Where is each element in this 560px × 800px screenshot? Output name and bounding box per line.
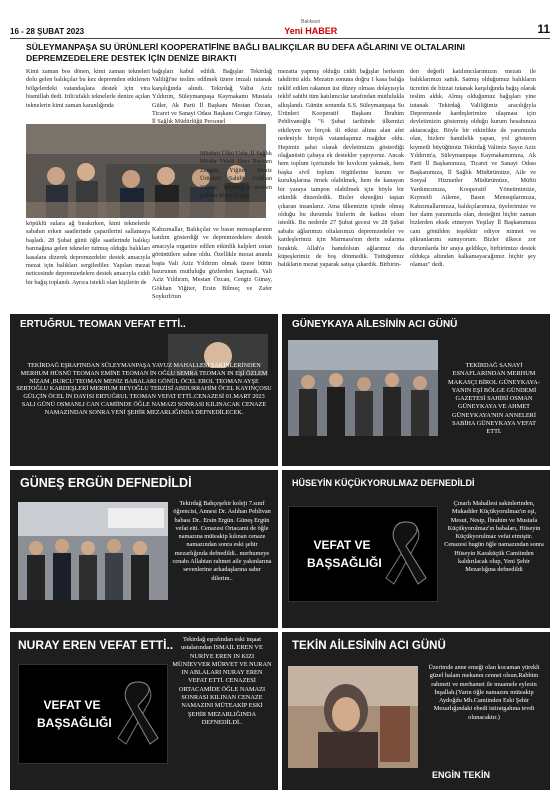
header-divider [10,38,550,39]
logo-text: Yeni HABER [284,26,338,36]
obituary-tekin-family [282,632,550,790]
obituary-nuray-eren [10,632,278,790]
obituary-photo-crowd [288,340,438,436]
article-col1-bottom: köpüklü sulara ağ bırakırken, kimi teknelerde sabahın erken saatlerinde çaparilerini sallamaya başladı. 28 Şubat günü öğle saatlerinde balıkçı barınağına gelen tekneler tutmuş olduğu balıkları kasalara dizerek depremzedeler destek amacıyla mezat için balıkları sergilediler. Yapılan mezat neticesinde depremzedelere destek amacıyla ciddi bir bağış toplandı. Ayrıca istekli olan kişilerin de [26,220,150,286]
article-col2-inset: Müdürü Ülkü Uslu, İl Sağlık Müdür Vekili Hacı Bayram Zengin, Yiğiter Deniz Ürünleri Sahibi Gökhan Yiğiter, Tekirdağ'ın sevilen şadamı Reşat Koşar, [200,150,272,200]
obituary-text: Tekirdağ eşrafından eski inşaat ustalarından İSMAİL EREN VE NURİYE EREN IN KIZI MÜNİEVVER MÜRVET VE NURAN IN ABLALARI NURAY EREN VEFAT ETTİ. CENAZESİ ORTACAMİDE ÖĞLE NAMAZI SONRASI KILINAN CENAZE NAMAZINI MÜTEAKİP ESKİ ŞEHİR MEZARLIĞINDA DEFNEDİLDİ.. [172,636,272,726]
article-col2-top: bağışları kabul edildi. Bağışlar Tekirdağ Valiliği'ne teslim edilmek üzere imzalı tutanak karşılığında alındı. Tekirdağ Valisi Aziz Yıldırım, Süleymanpaşa Kaymakamı Mustafa Güler, Ak Parti İl Başkanı Mestan Özcan, Ticaret ve Sanayi Odası Başkanı Cengiz Günay, İl Sağlık Müdürlüğü Personel [152,68,272,124]
page-header [10,10,550,36]
obituary-signature: ENGİN TEKİN [432,770,491,780]
obituary-text: Tekirdağ Bahçeşehir koleji 7.sınıf öğrencisi, Annesi Dr. Aslıhan Pehlivan babası Dr.. Ersin Ergün. Güneş Ergün vefat etti. Cenazesi Ortacami de öğle namazına müteakip kılınan cenaze namazından sonra eski şehir mezarlığında defnedildi.. merhumeye cenabı Allahtan rahmet aile yakınlarına sevenlerine arkadaşlarına sabır dilerim.. [172,500,272,582]
obituary-title: ERTUĞRUL TEOMAN VEFAT ETTİ.. [20,319,186,330]
obituary-text: Çınarlı Mahallesi sakinlerinden, Mukadder Küçükyorulmaz'ın eşi, Mesut, Nesip, İbrahim ve Mustafa Küçükyorulmaz'ın babaları, Hüseyin Küçükyorulmaz vefat etmiştir. Cenazesi bugün öğle namazından sonra Hüseyin Karaküçük Camiinden kaldırılacak olup, Yeni Şehir Mezarlığına defnedildi [444,500,544,574]
article-col3: mezatta yapmış olduğu ciddi bağışlar herkesin takdirini aldı. Mezatın sonuna doğru 1 kasa balığa teklif edilen rakamın üst düzey olması dolayısıyla teklif sahibi tüm katılımcılar tarafından mutlulukla alkışlandı. Günün sonunda S.S. Süleymanpaşa Su Ürünleri Kooperatif Başkanı İbrahim Pehlivanoğlu "6 Şubat tarihinde ülkemizi etkileyen ve birçok ili etkisi altına alan afet nedeniyle birçok vatandaşımız mağdur oldu. Hepimiz şahsi olarak devletimizin gösterdiği olağanüstü çabaya ek destekler yapıyoruz. Ancak hem toplum içerisinde bir kıvılcım yakmak, hem başka sivil toplum örgütlerine kurum ve kuruluşlarına örnek olabilmek, hem de kanayan bir yaraya tampon olabilmek için böyle bir etkinlik düzenledik. Bizler ekmeğini taştan çıkaran insanlarız. Ama ülkemizin içinde olmuş olduğu bu durumda bizlerin de katkısı olsun istedik. Bu nedenle 27 Şubat gecesi ve 28 Şubat sabahı ağlarımızı oltalarımızı depremzedeler ve kardeşlerimiz için Marmara'nın derin sularına bıraktık. Allah'a hamdolsun ağlarımız da küpeşlerimiz de boş dönmedik. Tuttuğumuz balıkların mezat yaparak satışa çıkardık. Birbirin- [278,68,404,269]
black-ribbon-icon [114,678,162,748]
obituary-photo-woman [288,666,418,768]
obituary-title: HÜSEYİN KÜÇÜKYORULMAZ DEFNEDİLDİ [292,478,475,488]
obituary-text: TEKİRDAĞ EŞRAFINDAN SÜLEYMANPAŞA YAVUZ MAHALLESİ SAKİNLERİNDEN MERHUM HÜSNÜ TEOMAN EMİNE TEOMAN İN OĞLU SEMRA TEOMAN IN EŞİ ÖZLEM NİZAM ,BURCU TEOMAN MENİZ BABALARI GÖNÜL ÖCEL EROL TEOMAN AYŞE SERTOĞLU KARDEŞLERİ MERHUM BEYOĞLU TERZİSİ ABDURRAHİM ÖCEL KAYINÇOSU GÜLÇİN ÖCEL İN DAYISI ERTUĞRUL TEOMAN VEFAT ETTİ..CENAZESİ 01.MART 2023 SALI GÜNÜ OSMANLI CAN CAMİİNDE ÖĞLE NAMAZI SONRASI KILINACAK CENAZE NAMAZINDAN SONRA YENİ ŞEHİR MEZARLIĞINDA DEFNEDİLECEK. [16,362,272,416]
obituary-guneykaya [282,314,550,466]
black-ribbon-icon [382,518,430,588]
condolence-text: VEFAT VE BAŞSAĞLIĞI [307,538,382,570]
obituary-text: TEKİRDAĞ SANAYİ ESNAFLARINDAN MERHUM MAKASÇI BİROL GÜNEYKAYA-YANIN EŞİ BÖLGE GÜNDEMİ GAZETESİ SAHİBİ OSMAN GÜNEYKAYA VE AHMET GÜNEYKAYA'NIN ANNELERİ SABİHA GÜNEYKAYA VEFAT ETTİ. [448,362,540,436]
obituary-title: NURAY EREN VEFAT ETTİ.. [18,638,174,652]
logo-subtitle: Balıkesir [301,19,321,25]
issue-date: 16 - 28 ŞUBAT 2023 [10,27,85,36]
obituary-gunes-ergun [10,470,278,628]
obituary-ertugrul-teoman [10,314,278,466]
newspaper-logo [284,18,337,36]
obituary-title: GÜNEYKAYA AİLESİNİN ACI GÜNÜ [292,319,458,330]
obituary-photo-funeral [18,502,168,600]
obituary-title: GÜNEŞ ERGÜN DEFNEDİLDİ [20,476,192,490]
page-number: 11 [537,22,550,36]
obituary-huseyin-kucukyorulmaz [282,470,550,628]
article-headline: SÜLEYMANPAŞA SU ÜRÜNLERİ KOOPERATİFİNE BAĞLI BALIKÇILAR BU DEFA AĞLARINI VE OLTALARINI DEPREMZEDELERE DESTEK İÇİN DENİZE BIRAKTI [26,42,466,63]
obituary-title: TEKİN AİLESİNİN ACI GÜNÜ [292,640,446,652]
article-col2-bottom: Kabzımallar, Balıkçılar ve basın mensuplarının katılım gösterdiği ve depremzedelere destek amacıyla organize edilen etkinlik kalpleri ısıtan görüntülere sahne oldu. Özellikle mezat anında başta Vali Aziz Yıldırım olmak üzere bütün hazırunun mutluluğu gözlerden kaçmadı. Vali Aziz Yıldırım, Mestan Özcan, Cengiz Günay, Gökhan Yiğiter, Ersin Bilmeç ve Zafer Soykırlı'nın [152,226,272,301]
obituary-text: Üzerimde anne emeği olan kocaman yürekli güzel halam mekanın cennet olsun.Rabbim rahmeti ve merhamet ile muamele eylesin İnşallah.(Yarın öğle namazını müteakip Aydoğdu Mh.Camiinden Eski Şehir Mezarlığındaki ebedi istiratgahına tevdi olunacaktır.) [428,664,540,721]
article-col4: den değerli katılımcılarımızın mezatı ile balıklarımızı sattık. Satmış olduğumuz balıkların ücretini de bizzat tutanak karşılığında bağış olarak teslim aldık. Almış olduğumuz bağışları yine tutanak Tekirdağ Valiliğimiz aracılığıyla Depremzede kardeşlerimize ulaşması için devletimizin göstermiş olduğu kurum hesabınıza aktaracağız. Böyle bir etkinlikte de yanımızda olan, bizlere hamilelik yapan, yol gösteren kıymetli büyüğümüz Tekirdağ Valimiz Sayın Aziz Yıldırım'a, Süleymanpaşa Kaymakamımıza, Ak Parti İl Başkanımıza, Ticaret ve Sanayi Odası Başkanımıza, İl Sağlık Müdürümüze, Aile ve Sosyal Hizmetler Müdürümüze, Müftü Yardımcımıza, Kooperatif Yönetimimize, Kıymetli Aileme, Basın Mensuplarımıza, Kabzımallarımıza, balıkçılarımıza, üyelerimize ve her daim yanımızda olan, desteğini hiçbir zaman bizlerden eksik etmeyen Yeşilay İl Başkanımıza canı gönülden teşekkür ediyor minnet ve şükranlarımı sunuyorum. Bizler ülkece zor durumlarda bir araya geldikçe, birbirimize destek oldukça altından kalkamayacağımız hiçbir şey olamaz" dedi. [410,68,536,268]
article-col1-top: Kimi zaman bos dönen, kimi zaman tekneleri dolu gelen balıkçılar bu kez depremden etkilenen bölgelerdeki vatandaşlara destek için vira bismillah dedi. Irili/ufaklı teknelerle denize açılan teknelerin kimi zaman karanlığında [26,68,150,109]
condolence-text: VEFAT VE BAŞSAĞLIĞI [37,698,112,730]
